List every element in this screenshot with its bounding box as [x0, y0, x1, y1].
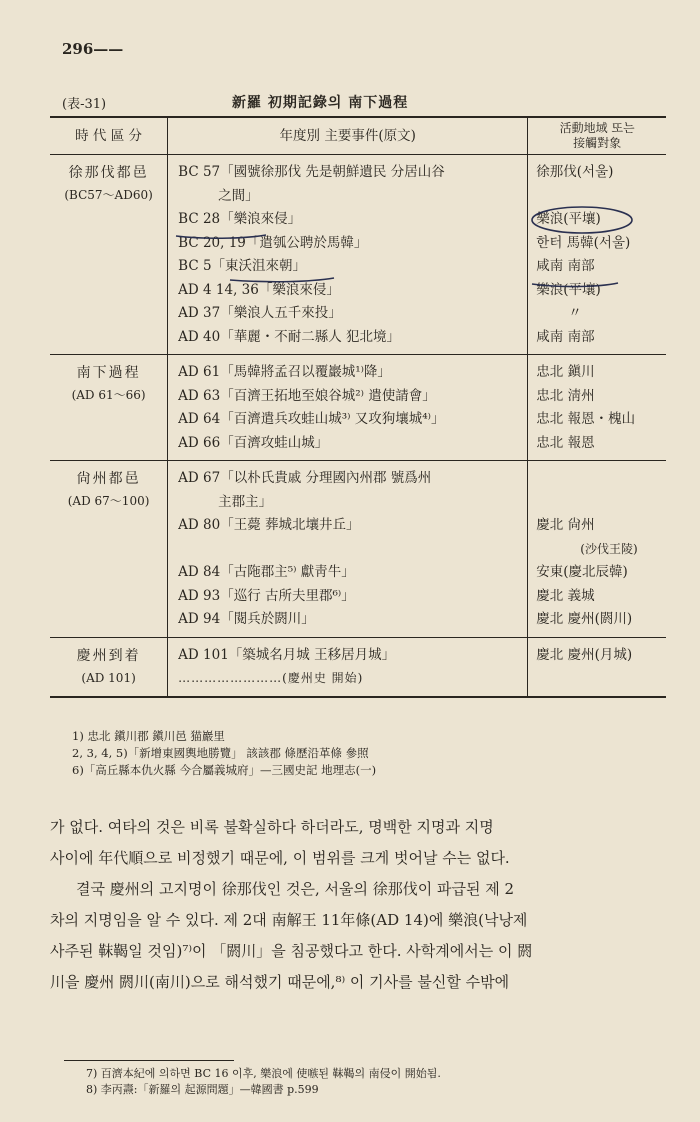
event-line: AD 84「古陁郡主⁵⁾ 獻靑牛」 — [178, 564, 355, 580]
event-line-dotted: ……………………(慶州史 開始) — [178, 671, 364, 685]
table-tag: (表-31) — [62, 97, 107, 112]
body-line: 차의 지명임을 알 수 있다. 제 2대 南解王 11年條(AD 14)에 樂浪(낙낭제 — [50, 911, 528, 929]
events-cell — [168, 461, 528, 638]
body-line: 사이에 年代順으로 비정했기 때문에, 이 범위를 크게 벗어날 수는 없다. — [50, 849, 510, 867]
header-area-line1: 活動地域 또는 — [559, 121, 635, 135]
body-line: 가 없다. 여타의 것은 비록 불확실하다 하더라도, 명백한 지명과 지명 — [50, 818, 494, 836]
table-footnotes — [72, 728, 376, 779]
area-line: 한터 馬韓(서울) — [536, 234, 631, 251]
area-line: 徐那伐(서울) — [536, 164, 614, 180]
southward-migration-table — [50, 116, 666, 698]
events-cell — [168, 637, 528, 697]
period-cell — [50, 155, 168, 355]
event-line: AD 80「王薨 葬城北壤井丘」 — [178, 517, 360, 533]
event-line: AD 40「華麗・不耐二縣人 犯北境」 — [178, 328, 400, 345]
event-line: BC 20, 19「遣瓠公聘於馬韓」 — [178, 234, 368, 251]
event-line: BC 28「樂浪來侵」 — [178, 211, 302, 227]
area-cell — [528, 355, 666, 461]
events-cell — [168, 155, 528, 355]
area-cell — [528, 637, 666, 697]
area-line: 安東(慶北辰韓) — [536, 564, 628, 580]
period-cell — [50, 637, 168, 697]
period-name: 南下過程 — [76, 365, 141, 381]
area-line: 慶北 慶州(月城) — [536, 646, 633, 663]
event-line: 主郡主」 — [218, 493, 273, 510]
period-range: (BC57～AD60) — [64, 188, 153, 202]
period-name: 徐那伐都邑 — [68, 165, 149, 181]
table-title: 新羅 初期記錄의 南下過程 — [232, 95, 409, 111]
header-area — [528, 117, 666, 155]
area-cell — [528, 461, 666, 638]
table-footnote: 2, 3, 4, 5)「新增東國輿地勝覽」 該該郡 條歷沿革條 參照 — [72, 746, 369, 760]
page-footnote: 8) 李丙燾:「新羅의 起源問題」—韓國書 p.599 — [86, 1083, 319, 1096]
area-line: 慶北 義城 — [536, 587, 595, 604]
page-footnotes — [86, 1066, 441, 1098]
area-line: 咸南 南部 — [536, 328, 595, 345]
table-footnote: 6)「高丘縣本仇火縣 今合屬義城府」—三國史記 地理志(一) — [72, 763, 377, 777]
period-range: (AD 61～66) — [71, 388, 146, 402]
table-row — [50, 355, 666, 461]
area-line: (沙伐王陵) — [580, 541, 638, 556]
footnote-divider — [64, 1060, 234, 1061]
area-line: 樂浪(平壤) — [536, 281, 601, 298]
area-cell — [528, 155, 666, 355]
area-line: 忠北 淸州 — [536, 387, 595, 404]
event-line: BC 5「東沃沮來朝」 — [178, 258, 307, 274]
event-line: AD 63「百濟王拓地至娘谷城²⁾ 遣使請會」 — [178, 387, 436, 404]
area-line: 忠北 報恩・槐山 — [536, 411, 636, 427]
area-line — [528, 667, 666, 691]
body-line: 川을 慶州 閼川(南川)으로 해석했기 때문에,⁸⁾ 이 기사를 불신할 수밖에 — [50, 973, 510, 991]
area-line: 慶北 慶州(閼川) — [536, 611, 633, 627]
area-line: 慶北 尙州 — [536, 517, 595, 533]
header-events: 年度別 主要事件(原文) — [168, 117, 528, 155]
period-range: (AD 67～100) — [67, 494, 150, 508]
page-footnote: 7) 百濟本紀에 의하면 BC 16 이후, 樂浪에 使嗾된 靺鞨의 南侵이 開始됨. — [86, 1067, 441, 1080]
period-name: 慶州到着 — [76, 647, 141, 664]
area-line: 忠北 鎭川 — [536, 364, 595, 380]
event-line: AD 93「巡行 古所夫里郡⁶⁾」 — [178, 587, 355, 604]
period-cell — [50, 461, 168, 638]
event-line: AD 67「以朴氏貴戚 分理國內州郡 號爲州 — [178, 470, 432, 486]
area-line: 〃 — [568, 305, 582, 321]
table-header-row — [50, 117, 666, 155]
event-line: BC 57「國號徐那伐 先是朝鮮遺民 分居山谷 — [178, 164, 445, 180]
event-line: AD 37「樂浪人五千來投」 — [178, 305, 342, 321]
area-line — [528, 467, 666, 491]
period-cell — [50, 355, 168, 461]
event-line — [168, 538, 527, 562]
event-line: 之間」 — [218, 187, 259, 204]
body-text — [50, 812, 666, 998]
area-line: 咸南 南部 — [536, 258, 595, 274]
header-area-line2: 接觸對象 — [573, 136, 622, 150]
period-range: (AD 101) — [81, 670, 136, 685]
event-line: AD 64「百濟遣兵攻蛙山城³⁾ 又攻狗壤城⁴⁾」 — [178, 411, 445, 427]
body-line: 사주된 靺鞨일 것임)⁷⁾이 「閼川」을 침공했다고 한다. 사학계에서는 이 閼 — [50, 942, 533, 960]
area-line — [528, 491, 666, 515]
table-row — [50, 461, 666, 638]
area-line: 樂浪(平壤) — [536, 211, 601, 227]
table-row — [50, 637, 666, 697]
area-line — [528, 185, 666, 209]
table-footnote: 1) 忠北 鎭川郡 鎭川邑 猫巖里 — [72, 729, 225, 743]
event-line: AD 61「馬韓將孟召以覆巖城¹⁾降」 — [178, 364, 391, 380]
body-line: 결국 慶州의 고지명이 徐那伐인 것은, 서울의 徐那伐이 파급된 제 2 — [76, 880, 515, 898]
event-line: AD 101「築城名月城 王移居月城」 — [178, 646, 396, 663]
period-name: 尙州都邑 — [76, 471, 141, 487]
event-line: AD 94「閱兵於閼川」 — [178, 611, 315, 627]
area-line: 忠北 報恩 — [536, 434, 595, 451]
events-cell — [168, 355, 528, 461]
event-line: AD 66「百濟攻蛙山城」 — [178, 434, 329, 451]
table-row — [50, 155, 666, 355]
page-number: 296—— — [62, 40, 124, 58]
header-period: 時 代 區 分 — [50, 117, 168, 155]
event-line: AD 4 14, 36「樂浪來侵」 — [178, 281, 340, 298]
